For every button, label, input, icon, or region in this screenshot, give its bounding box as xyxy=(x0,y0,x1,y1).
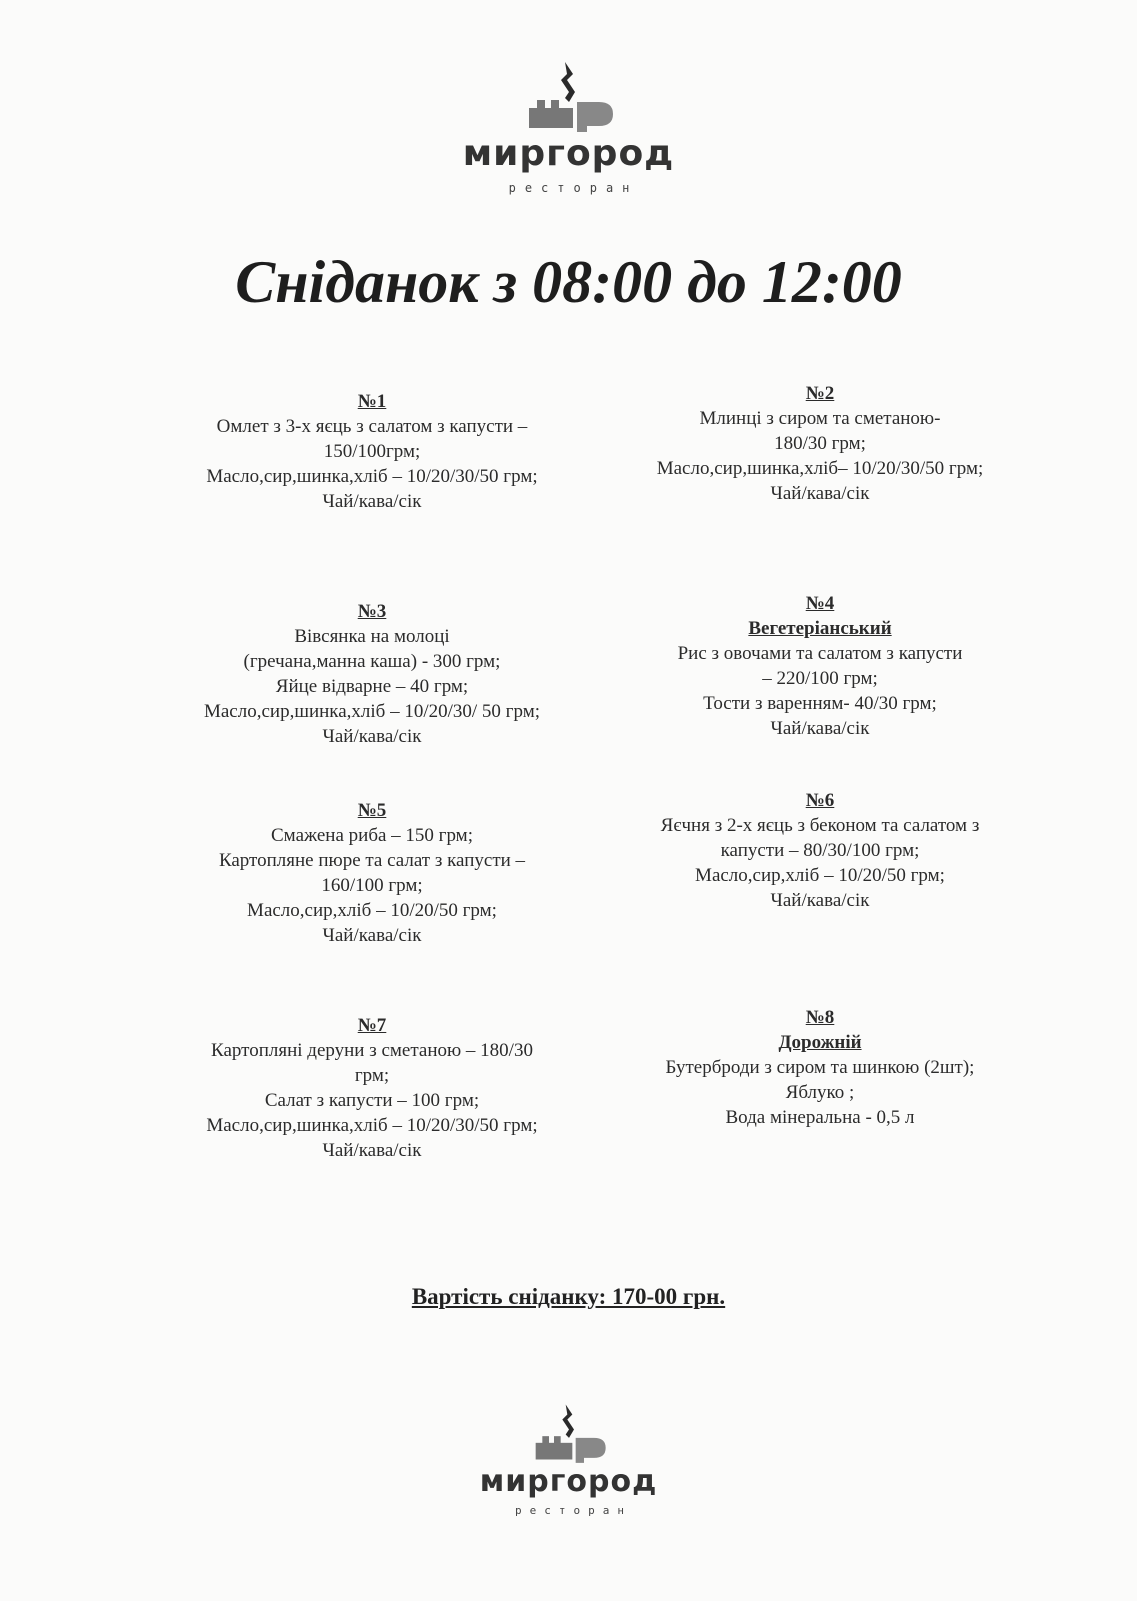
menu-item-line: Картопляне пюре та салат з капусти – xyxy=(218,850,526,871)
menu-item-number: №1 xyxy=(357,391,387,412)
menu-item-line: Картопляні деруни з сметаною – 180/30 xyxy=(211,1040,533,1061)
menu-item-number: №5 xyxy=(357,800,387,821)
menu-item-line: Тости з варенням- 40/30 грм; xyxy=(703,693,937,714)
menu-item-line: Яйце відварне – 40 грм; xyxy=(275,676,469,697)
menu-item-6 xyxy=(600,788,1040,913)
menu-item-line: 150/100грм; xyxy=(323,441,421,462)
restaurant-logo-bottom xyxy=(0,1400,1137,1516)
breakfast-price: Вартість сніданку: 170-00 грн. xyxy=(411,1284,726,1309)
menu-item-7 xyxy=(152,1013,592,1163)
menu-item-line: Чай/кава/сік xyxy=(770,718,870,739)
menu-item-line: 160/100 грм; xyxy=(321,875,423,896)
menu-item-line: – 220/100 грм; xyxy=(762,668,878,689)
menu-item-number: №4 xyxy=(805,593,835,614)
menu-item-line: Чай/кава/сік xyxy=(770,890,870,911)
menu-item-line: Чай/кава/сік xyxy=(322,1140,422,1161)
restaurant-logo-top xyxy=(0,58,1137,194)
menu-item-line: Яблуко ; xyxy=(785,1082,855,1103)
menu-item-line: Масло,сир,шинка,хліб – 10/20/30/50 грм; xyxy=(206,1115,538,1136)
menu-item-5 xyxy=(152,798,592,948)
menu-item-8 xyxy=(600,1005,1040,1130)
menu-item-number: №6 xyxy=(805,790,835,811)
menu-item-subtitle: Дорожній xyxy=(778,1032,862,1053)
menu-item-line: Масло,сир,шинка,хліб – 10/20/30/50 грм; xyxy=(206,466,538,487)
menu-item-line: Масло,сир,хліб – 10/20/50 грм; xyxy=(247,900,497,921)
menu-item-line: Чай/кава/сік xyxy=(322,491,422,512)
menu-item-line: грм; xyxy=(354,1065,390,1086)
menu-item-number: №8 xyxy=(805,1007,835,1028)
menu-item-line: Салат з капусти – 100 грм; xyxy=(264,1090,480,1111)
menu-item-1 xyxy=(152,389,592,514)
menu-item-line: Вода мінеральна - 0,5 л xyxy=(725,1107,915,1128)
page-title: Сніданок з 08:00 до 12:00 xyxy=(235,249,902,315)
menu-item-line: Масло,сир,шинка,хліб– 10/20/30/50 грм; xyxy=(656,458,984,479)
menu-item-line: Чай/кава/сік xyxy=(770,483,870,504)
logo-emblem-icon xyxy=(529,1400,609,1464)
logo-wordmark: миргород xyxy=(462,133,675,174)
menu-item-line: Смажена риба – 150 грм; xyxy=(271,825,473,846)
menu-item-line: Бутерброди з сиром та шинкою (2шт); xyxy=(665,1057,975,1078)
menu-item-line: Яєчня з 2-х яєць з беконом та салатом з xyxy=(660,815,980,836)
menu-item-line: Чай/кава/сік xyxy=(322,925,422,946)
menu-item-number: №7 xyxy=(357,1015,387,1036)
logo-subtitle: ресторан xyxy=(515,1504,632,1517)
menu-item-number: №3 xyxy=(357,601,387,622)
menu-item-line: (гречана,манна каша) - 300 грм; xyxy=(243,651,501,672)
menu-item-line: Рис з овочами та салатом з капусти xyxy=(677,643,963,664)
logo-wordmark: миргород xyxy=(479,1464,658,1499)
menu-item-line: Вівсянка на молоці xyxy=(294,626,450,647)
menu-item-line: Масло,сир,хліб – 10/20/50 грм; xyxy=(695,865,945,886)
menu-item-line: Омлет з 3-х яєць з салатом з капусти – xyxy=(216,416,528,437)
menu-item-line: Масло,сир,шинка,хліб – 10/20/30/ 50 грм; xyxy=(203,701,540,722)
menu-item-3 xyxy=(152,599,592,749)
menu-item-line: Млинці з сиром та сметаною- xyxy=(699,408,941,429)
menu-item-4 xyxy=(600,591,1040,741)
logo-emblem-icon xyxy=(521,58,617,132)
menu-item-subtitle: Вегетеріанський xyxy=(748,618,892,639)
menu-item-number: №2 xyxy=(805,383,835,404)
menu-item-line: капусти – 80/30/100 грм; xyxy=(720,840,920,861)
menu-item-line: 180/30 грм; xyxy=(774,433,866,454)
menu-item-line: Чай/кава/сік xyxy=(322,726,422,747)
menu-item-2 xyxy=(600,381,1040,506)
logo-subtitle: ресторан xyxy=(508,181,639,195)
